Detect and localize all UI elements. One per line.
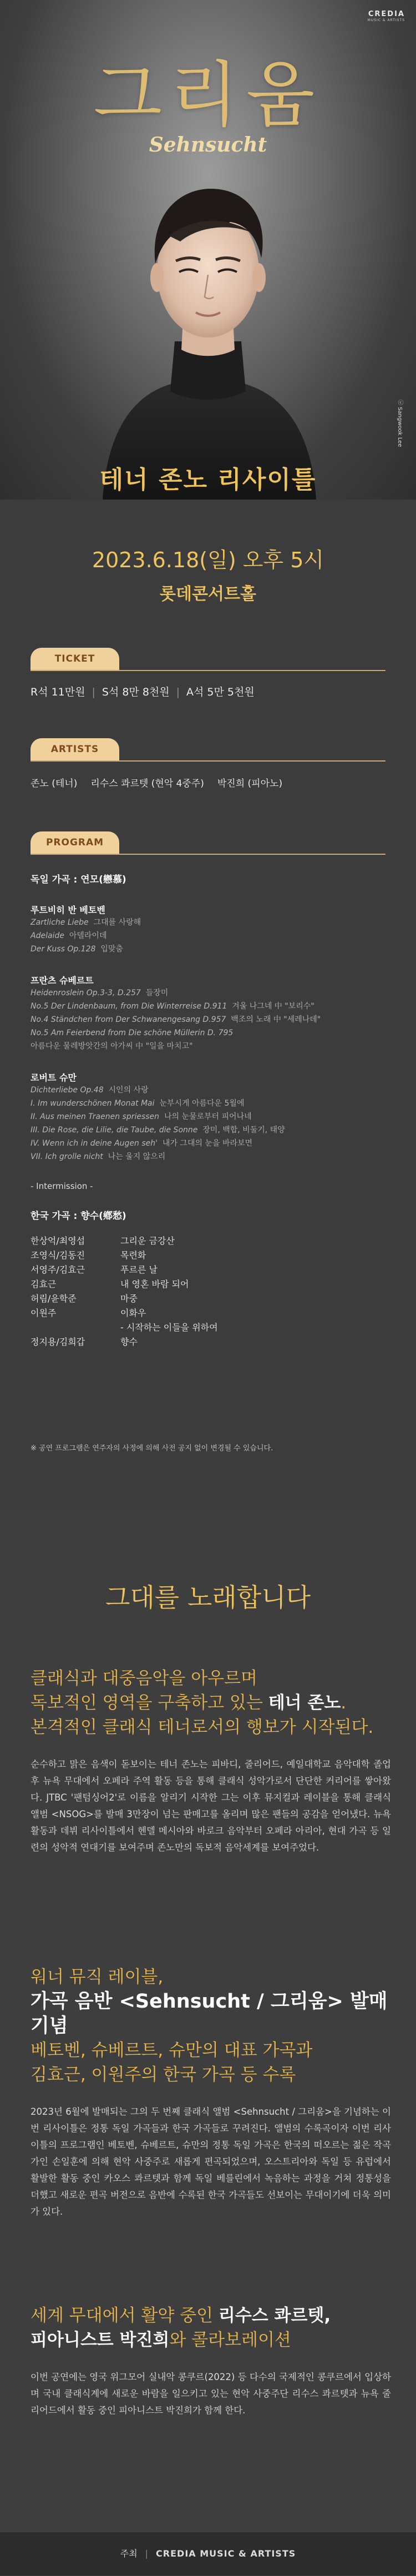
korean-song-row: 조영식/김동진 목련화 — [31, 1250, 146, 1261]
footer-credit: 주최 | CREDIA MUSIC & ARTISTS — [120, 2548, 296, 2559]
info-section — [0, 500, 416, 1510]
intro-title: 그대를 노래합니다 — [105, 1582, 311, 1612]
album-title-korean: 그리움 — [93, 54, 323, 137]
composer-schubert: 프란츠 슈베르트 — [31, 975, 94, 986]
artists-list — [31, 775, 282, 789]
intermission: - Intermission - — [31, 1181, 93, 1191]
artist-tenor: 존노 (테너) — [31, 778, 78, 789]
singer-portrait — [92, 158, 324, 500]
ticket-prices: R석 11만원 | S석 8만 8천원 | A석 5만 5천원 — [31, 686, 255, 698]
program-item: Zartliche Liebe 그대를 사랑해 — [31, 918, 141, 927]
korean-songs-table — [31, 1234, 391, 1349]
korean-song-row: 서영주/김효근 푸르른 날 — [31, 1264, 158, 1275]
price-s: S석 8만 8천원 — [102, 686, 170, 698]
hero-section — [0, 0, 416, 500]
block2-headline: 워너 뮤직 레이블, 가곡 음반 <Sehnsucht / 그리움> 발매 기념 베토벤, 슈베르트, 슈만의 대표 가곡과 김효근, 이원주의 한국 가곡 등 수록 — [31, 1967, 388, 2085]
program-item: III. Die Rose, die Lilie, die Taube, die Sonne 장미, 백합, 비둘기, 태양 — [31, 1126, 285, 1135]
korean-song-row: 김효근 내 영혼 바람 되어 — [31, 1279, 189, 1289]
logo-main: CREDIA — [368, 10, 405, 18]
program-change-notice: ※ 공연 프로그램은 연주자의 사정에 의해 사전 공지 없이 변경될 수 있습니다. — [31, 1444, 273, 1453]
block2-body: 2023년 6월에 발매되는 그의 두 번째 클래식 앨범 <Sehnsucht / 그리움>을 기념하는 이번 리사이틀은 정통 독일 가곡들과 한국 가곡들로 꾸려진다. 앨범의 수록곡이자 이번 리사이틀의 프로그램인 베토벤, 슈베르트, 슈만의 정통 독일 가곡은 한국의 떠오르는 젊은 작곡가인 손일훈에 의해 현악 사중주로 새롭게 편곡되었으며, 오스트리아와 독일 등 유럽에서 활발한 활동 중인 카오스 콰르텟과 함께 독일 베를린에서 녹음하는 과정을 거쳐 정통성을 더했고 새로운 편곡 버전으로 음반에 수록된 한국 가곡들도 선보이는 무대이기에 더욱 의미가 있다. — [31, 2106, 391, 2217]
photo-credit: ⓒ Sangwook Lee — [397, 400, 403, 447]
block1-body: 순수하고 맑은 음색이 돋보이는 테너 존노는 피바디, 줄리어드, 예일대학교 음악대학 졸업 후 뉴욕 무대에서 오페라 주역 활동 등을 통해 클래식 성악가로서 단단한 커리어를 쌓아왔다. JTBC '팬텀싱어2'로 이름을 알리기 시작한 그는 이후 뮤지컬과 레이블을 통해 클래식 앨범 <NSOG>를 발매 3만장이 넘는 판매고를 올리며 많은 팬들의 공감을 얻어냈다. 뉴욕 활동과 데뷔 리사이틀에서 헨델 메시아와 바로크 음악부터 오페라 아리아, 현대 가곡 등 일련의 성악적 연대기를 보여주며 존노만의 독보적 음악세계를 보여주었다. — [31, 1759, 391, 1853]
program-item: VII. Ich grolle nicht 나는 울지 않으리 — [31, 1152, 166, 1161]
korean-song-row: 이원주 이화우 — [31, 1308, 146, 1318]
composer-schumann: 로버트 슈만 — [31, 1072, 77, 1083]
program-item: Adelaide 아델라이데 — [31, 931, 107, 940]
program-item: 아름다운 물레방앗간의 아가씨 中 "일을 마치고" — [31, 1042, 193, 1051]
artist-piano: 박진희 (피아노) — [217, 778, 283, 789]
ticket-label: TICKET — [31, 648, 119, 670]
artists-divider — [31, 760, 385, 762]
logo-sub: MUSIC & ARTISTS — [367, 18, 405, 22]
program-item: II. Aus meinen Traenen spriessen 나의 눈물로부터 피어나네 — [31, 1112, 252, 1121]
ticket-divider — [31, 670, 385, 671]
program-label: PROGRAM — [31, 831, 119, 854]
program-item: No.4 Ständchen from Der Schwanengesang D.957 백조의 노래 中 "세레나데" — [31, 1015, 321, 1024]
intro-block-3 — [31, 2303, 391, 2419]
program-item: Der Kuss Op.128 입맞춤 — [31, 945, 123, 954]
intro-section — [0, 1510, 416, 2575]
recital-title: 테너 존노 리사이틀 — [99, 466, 317, 494]
artists-label: ARTISTS — [31, 738, 119, 760]
artist-quartet: 리수스 콰르텟 (현악 4중주) — [90, 778, 204, 789]
footer — [0, 2532, 416, 2575]
korean-song-row: 정지용/김희갑 향수 — [31, 1337, 138, 1347]
concert-date: 2023.6.18(일) 오후 5시 — [92, 548, 324, 572]
composer-beethoven: 루트비히 반 베토벤 — [31, 905, 105, 915]
price-r: R석 11만원 — [31, 686, 85, 698]
program-divider — [31, 854, 385, 855]
program-item: Heidenroslein Op.3-3, D.257 들장미 — [31, 989, 169, 997]
concert-venue: 롯데콘서트홀 — [160, 584, 256, 604]
program-item: No.5 Der Lindenbaum, from Die Winterreise D.911 겨울 나그네 中 "보리수" — [31, 1002, 314, 1011]
korean-song-row: 허림/윤학준 마중 — [31, 1293, 138, 1304]
program-item: IV. Wenn ich in deine Augen seh' 내가 그대의 눈을 바라보면 — [31, 1139, 253, 1148]
intro-block-2 — [31, 1965, 391, 2220]
korean-song-row: 한상억/최영섭 그리운 금강산 — [31, 1236, 175, 1246]
block3-body: 이번 공연에는 영국 위그모어 실내악 콩쿠르(2022) 등 다수의 국제적인 콩쿠르에서 입상하며 국내 클래식계에 새로운 바람을 일으키고 있는 현악 사중주단 리수스 콰르텟과 뉴욕 줄리어드에서 활동 중인 피아니스트 박진희가 함께 한다. — [31, 2372, 391, 2416]
block1-headline: 클래식과 대중음악을 아우르며 독보적인 영역을 구축하고 있는 테너 존노. 본격적인 클래식 테너로서의 행보가 시작된다. — [31, 1668, 374, 1737]
credia-logo — [368, 10, 405, 22]
korean-song-row: - 시작하는 이들을 위하여 — [120, 1322, 218, 1333]
intro-block-1 — [31, 1666, 391, 1856]
program-item: No.5 Am Feierbend from Die schöne Müllerin D. 795 — [31, 1029, 234, 1037]
footer-organizer: CREDIA MUSIC & ARTISTS — [156, 2548, 296, 2559]
program-list — [31, 871, 391, 1349]
korean-section-heading: 한국 가곡 : 향수(鄕愁) — [31, 1211, 126, 1222]
footer-label: 주최 — [120, 2548, 138, 2559]
program-item: Dichterliebe Op.48 시인의 사랑 — [31, 1086, 149, 1095]
block3-headline: 세계 무대에서 활약 중인 리수스 콰르텟, 피아니스트 박진희와 콜라보레이션 — [31, 2306, 331, 2350]
german-section-heading: 독일 가곡 : 연모(戀慕) — [31, 874, 126, 885]
album-title-german: Sehnsucht — [149, 133, 267, 157]
program-item: I. Im wunderschönen Monat Mai 눈부시게 아름다운 5월에 — [31, 1099, 245, 1108]
price-a: A석 5만 5천원 — [186, 686, 255, 698]
